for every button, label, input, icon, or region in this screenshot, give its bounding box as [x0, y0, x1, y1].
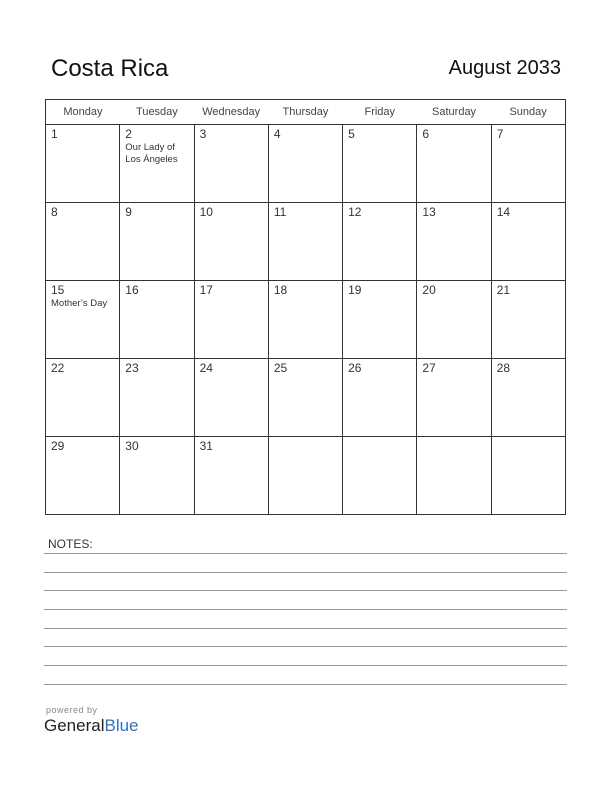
- day-number: 5: [348, 127, 355, 141]
- day-number: 23: [125, 361, 139, 375]
- day-cell: [194, 203, 268, 281]
- day-cell: [194, 125, 268, 203]
- day-number: 30: [125, 439, 139, 453]
- notes-line: [44, 590, 567, 591]
- notes-line: [44, 684, 567, 685]
- calendar-grid: [45, 99, 566, 515]
- day-cell: [417, 203, 491, 281]
- day-number: 11: [273, 205, 287, 219]
- day-number: 4: [273, 127, 281, 141]
- weekday-header-row: [46, 100, 566, 125]
- day-cell: [343, 281, 417, 359]
- day-cell: [120, 203, 194, 281]
- brand-general: General: [44, 716, 105, 735]
- day-number: 21: [496, 283, 511, 297]
- day-number: 22: [51, 361, 65, 375]
- day-cell: [120, 359, 194, 437]
- day-number: 19: [348, 283, 362, 297]
- day-number: 25: [273, 361, 288, 375]
- day-number: 15: [51, 283, 65, 297]
- day-number: 27: [422, 361, 436, 375]
- month-title: August 2033: [448, 57, 561, 79]
- day-cell: [46, 359, 120, 437]
- day-cell: [46, 203, 120, 281]
- generalblue-logo: [44, 716, 139, 736]
- day-cell: [46, 125, 120, 203]
- day-cell: [491, 437, 565, 515]
- week-row: [46, 281, 566, 359]
- notes-line: [44, 646, 567, 647]
- day-cell: [417, 281, 491, 359]
- holiday-label: Mother’s Day: [51, 298, 108, 309]
- day-cell: [343, 359, 417, 437]
- notes-line: [44, 665, 567, 666]
- day-cell: [491, 125, 565, 203]
- day-number: 1: [51, 127, 58, 141]
- day-cell: [268, 359, 342, 437]
- day-cell: [194, 359, 268, 437]
- weekday-header: Wednesday: [194, 100, 268, 125]
- day-cell: [268, 437, 342, 515]
- weekday-header: Saturday: [417, 100, 491, 125]
- notes-line: [44, 628, 567, 629]
- country-title: Costa Rica: [51, 55, 169, 82]
- day-cell: [417, 125, 491, 203]
- day-number: 26: [348, 361, 362, 375]
- day-cell: [343, 437, 417, 515]
- day-cell: [268, 203, 342, 281]
- day-number: 14: [496, 205, 511, 219]
- day-number: 28: [496, 361, 511, 375]
- week-row: [46, 437, 566, 515]
- powered-by-label: powered by: [46, 705, 98, 715]
- day-number: 13: [422, 205, 436, 219]
- day-number: 24: [199, 361, 213, 375]
- weekday-header: Thursday: [268, 100, 342, 125]
- notes-label: NOTES:: [48, 537, 93, 551]
- day-cell: [491, 359, 565, 437]
- day-cell: [120, 281, 194, 359]
- day-number: 9: [125, 205, 132, 219]
- day-number: 7: [496, 127, 504, 141]
- week-row: [46, 203, 566, 281]
- brand-blue: Blue: [104, 716, 139, 735]
- day-cell: [46, 437, 120, 515]
- day-cell: [343, 125, 417, 203]
- day-cell: [194, 281, 268, 359]
- week-row: [46, 125, 566, 203]
- day-number: 2: [125, 127, 132, 141]
- day-number: 16: [125, 283, 139, 297]
- weekday-header: Friday: [343, 100, 417, 125]
- day-number: 31: [199, 439, 213, 453]
- day-number: 18: [273, 283, 288, 297]
- day-cell: [417, 437, 491, 515]
- day-number: 17: [199, 283, 213, 297]
- day-cell: [343, 203, 417, 281]
- day-number: 20: [422, 283, 436, 297]
- day-number: 10: [199, 205, 213, 219]
- day-cell: [491, 203, 565, 281]
- week-row: [46, 359, 566, 437]
- day-cell: [120, 437, 194, 515]
- weekday-header: Sunday: [491, 100, 565, 125]
- day-number: 12: [348, 205, 362, 219]
- day-cell: [417, 359, 491, 437]
- day-cell: [268, 281, 342, 359]
- day-cell: [194, 437, 268, 515]
- day-number: 29: [51, 439, 65, 453]
- day-number: 8: [51, 205, 58, 219]
- day-number: 3: [199, 127, 207, 141]
- weekday-header: Monday: [46, 100, 120, 125]
- day-cell: [491, 281, 565, 359]
- notes-line: [44, 609, 567, 610]
- notes-line: [44, 572, 567, 573]
- day-cell: [268, 125, 342, 203]
- notes-line: [44, 553, 567, 554]
- day-number: 6: [422, 127, 430, 141]
- weekday-header: Tuesday: [120, 100, 194, 125]
- day-cell: [46, 281, 120, 359]
- day-cell: [120, 125, 194, 203]
- holiday-label: Our Lady of Los Ángeles: [125, 142, 178, 165]
